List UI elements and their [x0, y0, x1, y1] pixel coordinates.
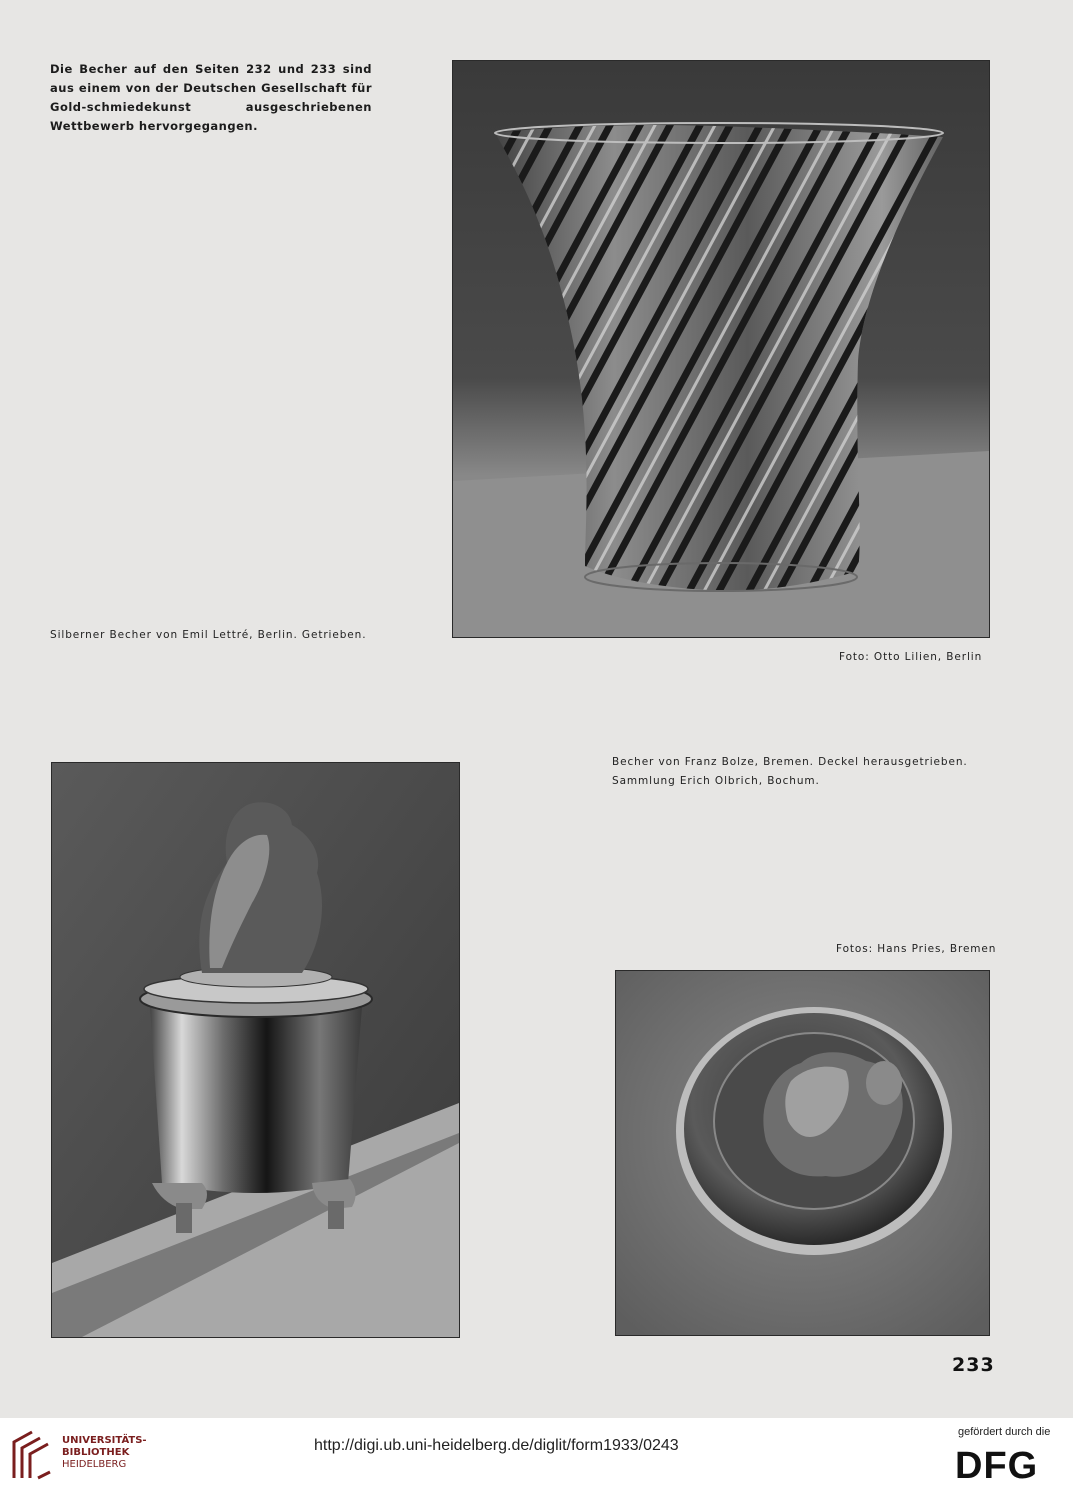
library-line-2: BIBLIOTHEK [62, 1447, 130, 1458]
photo-credit-pries: Fotos: Hans Pries, Bremen [836, 943, 997, 955]
university-library-name [62, 1435, 147, 1471]
dfg-logo: DFG [955, 1445, 1039, 1487]
funding-label: gefördert durch die [958, 1426, 1051, 1438]
photo-credit-lilien: Foto: Otto Lilien, Berlin [839, 651, 983, 663]
photo-lid-top-view [615, 970, 990, 1336]
caption-bolze-line1: Becher von Franz Bolze, Bremen. Deckel herausgetrieben. [612, 756, 968, 768]
photo-striped-beaker [452, 60, 990, 638]
library-line-1: UNIVERSITÄTS- [62, 1435, 147, 1446]
photo-lidded-beaker [51, 762, 460, 1338]
caption-bolze-line2: Sammlung Erich Olbrich, Bochum. [612, 775, 820, 787]
intro-paragraph: Die Becher auf den Seiten 232 und 233 sind aus einem von der Deutschen Gesellschaft für Gold-schmiedekunst ausgeschriebenen Wettbewerb hervorgegangen. [50, 62, 372, 133]
footer-bar [0, 1418, 1073, 1494]
library-line-3: HEIDELBERG [62, 1459, 127, 1470]
university-library-logo-icon [10, 1428, 54, 1482]
page-number: 233 [952, 1354, 995, 1376]
source-url-link[interactable]: http://digi.ub.uni-heidelberg.de/diglit/form1933/0243 [314, 1437, 679, 1454]
caption-lettre-beaker: Silberner Becher von Emil Lettré, Berlin. Getrieben. [50, 629, 367, 641]
